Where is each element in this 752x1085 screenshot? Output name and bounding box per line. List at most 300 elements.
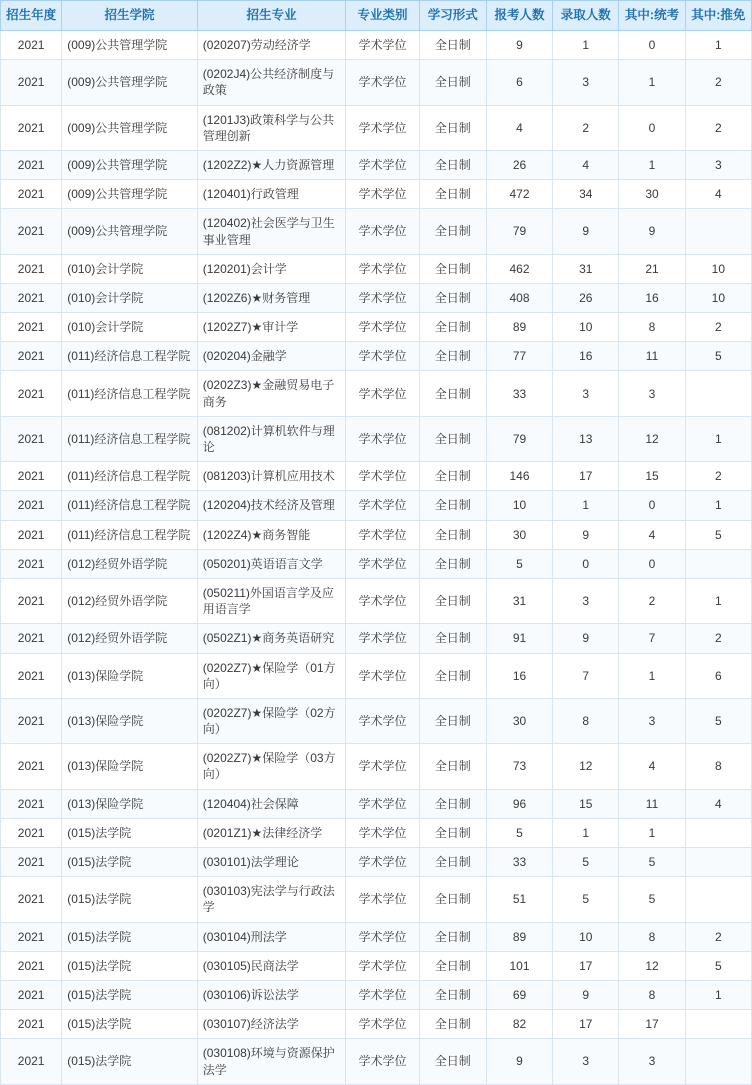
cell-year: 2021 [1,698,62,743]
cell-major: (050201)英语语言文学 [197,549,346,578]
cell-major: (0502Z1)★商务英语研究 [197,624,346,653]
cell-applicants: 31 [486,578,552,623]
cell-year: 2021 [1,491,62,520]
cell-college: (010)会计学院 [62,254,198,283]
table-header [1,1,752,31]
cell-college: (015)法学院 [62,1010,198,1039]
cell-category: 学术学位 [346,416,419,461]
cell-recommended: 10 [685,254,751,283]
cell-year: 2021 [1,744,62,789]
cell-study-form: 全日制 [419,980,486,1009]
cell-major: (0202J4)公共经济制度与政策 [197,60,346,105]
cell-major: (120404)社会保障 [197,789,346,818]
table-row [1,922,752,951]
cell-category: 学术学位 [346,520,419,549]
cell-category: 学术学位 [346,60,419,105]
table-row [1,980,752,1009]
cell-college: (009)公共管理学院 [62,180,198,209]
cell-study-form: 全日制 [419,105,486,150]
cell-category: 学术学位 [346,462,419,491]
table-row [1,254,752,283]
cell-major: (030107)经济法学 [197,1010,346,1039]
column-header-exam-admitted: 其中:统考 [619,1,685,31]
cell-major: (1201J3)政策科学与公共管理创新 [197,105,346,150]
cell-college: (012)经贸外语学院 [62,578,198,623]
cell-recommended: 10 [685,283,751,312]
cell-year: 2021 [1,520,62,549]
cell-study-form: 全日制 [419,653,486,698]
table-row [1,491,752,520]
cell-exam-admitted: 1 [619,150,685,179]
cell-admitted: 10 [553,313,619,342]
table-row [1,789,752,818]
table-row [1,549,752,578]
cell-category: 学术学位 [346,105,419,150]
cell-exam-admitted: 1 [619,60,685,105]
cell-year: 2021 [1,462,62,491]
column-header-category: 专业类别 [346,1,419,31]
cell-major: (081203)计算机应用技术 [197,462,346,491]
cell-admitted: 5 [553,848,619,877]
table-row [1,150,752,179]
cell-applicants: 101 [486,951,552,980]
cell-major: (120402)社会医学与卫生事业管理 [197,209,346,254]
table-row [1,624,752,653]
cell-applicants: 16 [486,653,552,698]
cell-applicants: 89 [486,313,552,342]
table-row [1,342,752,371]
column-header-year: 招生年度 [1,1,62,31]
cell-admitted: 26 [553,283,619,312]
cell-college: (013)保险学院 [62,653,198,698]
table-row [1,31,752,60]
cell-exam-admitted: 0 [619,105,685,150]
cell-year: 2021 [1,624,62,653]
cell-study-form: 全日制 [419,371,486,416]
cell-category: 学术学位 [346,254,419,283]
cell-category: 学术学位 [346,922,419,951]
cell-study-form: 全日制 [419,951,486,980]
cell-study-form: 全日制 [419,60,486,105]
cell-year: 2021 [1,1010,62,1039]
cell-study-form: 全日制 [419,491,486,520]
cell-category: 学术学位 [346,624,419,653]
cell-year: 2021 [1,150,62,179]
cell-admitted: 8 [553,698,619,743]
table-row [1,371,752,416]
cell-recommended: 5 [685,698,751,743]
cell-admitted: 1 [553,818,619,847]
cell-study-form: 全日制 [419,789,486,818]
column-header-admitted: 录取人数 [553,1,619,31]
cell-year: 2021 [1,313,62,342]
table-row [1,462,752,491]
cell-applicants: 4 [486,105,552,150]
cell-college: (011)经济信息工程学院 [62,416,198,461]
cell-category: 学术学位 [346,491,419,520]
cell-applicants: 10 [486,491,552,520]
cell-admitted: 10 [553,922,619,951]
cell-exam-admitted: 7 [619,624,685,653]
cell-category: 学术学位 [346,549,419,578]
cell-year: 2021 [1,549,62,578]
cell-year: 2021 [1,416,62,461]
cell-admitted: 5 [553,877,619,922]
cell-major: (030106)诉讼法学 [197,980,346,1009]
cell-applicants: 79 [486,416,552,461]
table-row [1,848,752,877]
cell-category: 学术学位 [346,1010,419,1039]
column-header-college: 招生学院 [62,1,198,31]
cell-admitted: 7 [553,653,619,698]
cell-category: 学术学位 [346,180,419,209]
cell-admitted: 3 [553,60,619,105]
cell-year: 2021 [1,31,62,60]
cell-study-form: 全日制 [419,624,486,653]
table-header-row [1,1,752,31]
cell-exam-admitted: 5 [619,877,685,922]
cell-college: (011)经济信息工程学院 [62,520,198,549]
cell-applicants: 89 [486,922,552,951]
cell-applicants: 91 [486,624,552,653]
cell-year: 2021 [1,922,62,951]
cell-recommended: 1 [685,491,751,520]
cell-recommended: 1 [685,416,751,461]
cell-major: (1202Z6)★财务管理 [197,283,346,312]
cell-admitted: 16 [553,342,619,371]
cell-applicants: 77 [486,342,552,371]
cell-year: 2021 [1,254,62,283]
cell-year: 2021 [1,578,62,623]
cell-exam-admitted: 4 [619,744,685,789]
table-row [1,1039,752,1084]
cell-year: 2021 [1,209,62,254]
cell-applicants: 33 [486,371,552,416]
cell-exam-admitted: 3 [619,698,685,743]
cell-admitted: 9 [553,520,619,549]
cell-exam-admitted: 12 [619,951,685,980]
cell-college: (009)公共管理学院 [62,105,198,150]
cell-recommended [685,209,751,254]
cell-recommended: 4 [685,789,751,818]
cell-admitted: 13 [553,416,619,461]
cell-study-form: 全日制 [419,698,486,743]
cell-applicants: 6 [486,60,552,105]
cell-college: (015)法学院 [62,1039,198,1084]
cell-recommended: 2 [685,922,751,951]
cell-applicants: 26 [486,150,552,179]
cell-recommended [685,818,751,847]
cell-study-form: 全日制 [419,578,486,623]
cell-college: (012)经贸外语学院 [62,549,198,578]
cell-year: 2021 [1,951,62,980]
cell-college: (011)经济信息工程学院 [62,462,198,491]
cell-college: (015)法学院 [62,848,198,877]
cell-study-form: 全日制 [419,1039,486,1084]
cell-exam-admitted: 8 [619,922,685,951]
cell-major: (050211)外国语言学及应用语言学 [197,578,346,623]
cell-study-form: 全日制 [419,209,486,254]
cell-study-form: 全日制 [419,342,486,371]
cell-major: (120204)技术经济及管理 [197,491,346,520]
cell-admitted: 9 [553,624,619,653]
cell-exam-admitted: 21 [619,254,685,283]
cell-admitted: 17 [553,1010,619,1039]
cell-exam-admitted: 5 [619,848,685,877]
cell-study-form: 全日制 [419,848,486,877]
cell-recommended [685,371,751,416]
table-row [1,877,752,922]
cell-admitted: 1 [553,491,619,520]
cell-college: (013)保险学院 [62,789,198,818]
cell-admitted: 3 [553,1039,619,1084]
cell-college: (012)经贸外语学院 [62,624,198,653]
cell-exam-admitted: 0 [619,491,685,520]
cell-study-form: 全日制 [419,922,486,951]
cell-admitted: 9 [553,980,619,1009]
table-row [1,653,752,698]
cell-category: 学术学位 [346,342,419,371]
column-header-applicants: 报考人数 [486,1,552,31]
cell-study-form: 全日制 [419,520,486,549]
cell-college: (011)经济信息工程学院 [62,491,198,520]
cell-major: (0202Z7)★保险学（01方向） [197,653,346,698]
cell-study-form: 全日制 [419,1010,486,1039]
cell-admitted: 17 [553,951,619,980]
cell-recommended [685,549,751,578]
table-row [1,951,752,980]
table-row [1,416,752,461]
cell-category: 学术学位 [346,653,419,698]
cell-study-form: 全日制 [419,313,486,342]
cell-category: 学术学位 [346,818,419,847]
cell-admitted: 3 [553,371,619,416]
cell-year: 2021 [1,980,62,1009]
cell-major: (120401)行政管理 [197,180,346,209]
cell-recommended: 2 [685,60,751,105]
cell-major: (0202Z7)★保险学（03方向） [197,744,346,789]
cell-college: (009)公共管理学院 [62,150,198,179]
cell-applicants: 33 [486,848,552,877]
cell-year: 2021 [1,877,62,922]
cell-category: 学术学位 [346,980,419,1009]
cell-category: 学术学位 [346,848,419,877]
cell-major: (030108)环境与资源保护法学 [197,1039,346,1084]
table-row [1,313,752,342]
cell-college: (015)法学院 [62,818,198,847]
cell-exam-admitted: 15 [619,462,685,491]
cell-applicants: 408 [486,283,552,312]
cell-college: (011)经济信息工程学院 [62,371,198,416]
cell-major: (081202)计算机软件与理论 [197,416,346,461]
table-row [1,209,752,254]
cell-category: 学术学位 [346,698,419,743]
cell-major: (0201Z1)★法律经济学 [197,818,346,847]
table-row [1,520,752,549]
cell-year: 2021 [1,342,62,371]
table-row [1,698,752,743]
cell-study-form: 全日制 [419,150,486,179]
table-row [1,180,752,209]
cell-college: (013)保险学院 [62,698,198,743]
cell-applicants: 146 [486,462,552,491]
cell-applicants: 30 [486,520,552,549]
cell-year: 2021 [1,789,62,818]
cell-admitted: 9 [553,209,619,254]
cell-major: (030101)法学理论 [197,848,346,877]
cell-college: (009)公共管理学院 [62,209,198,254]
cell-recommended: 8 [685,744,751,789]
cell-admitted: 15 [553,789,619,818]
cell-exam-admitted: 3 [619,371,685,416]
cell-college: (015)法学院 [62,980,198,1009]
cell-category: 学术学位 [346,951,419,980]
cell-category: 学术学位 [346,31,419,60]
cell-exam-admitted: 9 [619,209,685,254]
cell-category: 学术学位 [346,283,419,312]
cell-recommended: 5 [685,520,751,549]
cell-study-form: 全日制 [419,877,486,922]
cell-study-form: 全日制 [419,744,486,789]
cell-recommended: 1 [685,578,751,623]
cell-admitted: 12 [553,744,619,789]
cell-recommended: 1 [685,31,751,60]
cell-category: 学术学位 [346,371,419,416]
cell-year: 2021 [1,105,62,150]
column-header-major: 招生专业 [197,1,346,31]
cell-category: 学术学位 [346,578,419,623]
cell-category: 学术学位 [346,313,419,342]
cell-exam-admitted: 17 [619,1010,685,1039]
cell-major: (030103)宪法学与行政法学 [197,877,346,922]
cell-exam-admitted: 2 [619,578,685,623]
cell-study-form: 全日制 [419,462,486,491]
cell-recommended [685,848,751,877]
cell-recommended: 2 [685,105,751,150]
cell-admitted: 4 [553,150,619,179]
cell-recommended: 3 [685,150,751,179]
cell-recommended [685,877,751,922]
cell-college: (010)会计学院 [62,283,198,312]
table-row [1,818,752,847]
cell-year: 2021 [1,653,62,698]
cell-exam-admitted: 1 [619,818,685,847]
cell-year: 2021 [1,848,62,877]
cell-category: 学术学位 [346,150,419,179]
cell-recommended: 4 [685,180,751,209]
cell-year: 2021 [1,60,62,105]
cell-admitted: 31 [553,254,619,283]
cell-admitted: 1 [553,31,619,60]
cell-exam-admitted: 0 [619,549,685,578]
cell-college: (011)经济信息工程学院 [62,342,198,371]
cell-year: 2021 [1,818,62,847]
cell-applicants: 96 [486,789,552,818]
cell-recommended: 5 [685,951,751,980]
cell-major: (1202Z4)★商务智能 [197,520,346,549]
cell-admitted: 3 [553,578,619,623]
cell-applicants: 73 [486,744,552,789]
cell-exam-admitted: 16 [619,283,685,312]
cell-major: (120201)会计学 [197,254,346,283]
cell-year: 2021 [1,283,62,312]
cell-exam-admitted: 12 [619,416,685,461]
cell-admitted: 2 [553,105,619,150]
cell-exam-admitted: 0 [619,31,685,60]
cell-college: (015)法学院 [62,951,198,980]
cell-study-form: 全日制 [419,283,486,312]
cell-major: (0202Z7)★保险学（02方向） [197,698,346,743]
cell-study-form: 全日制 [419,416,486,461]
cell-college: (015)法学院 [62,922,198,951]
cell-college: (009)公共管理学院 [62,31,198,60]
cell-applicants: 82 [486,1010,552,1039]
table-row [1,60,752,105]
cell-major: (1202Z7)★审计学 [197,313,346,342]
cell-applicants: 69 [486,980,552,1009]
cell-major: (0202Z3)★金融贸易电子商务 [197,371,346,416]
cell-recommended: 2 [685,624,751,653]
cell-applicants: 30 [486,698,552,743]
cell-recommended: 2 [685,462,751,491]
cell-recommended [685,1010,751,1039]
cell-major: (020207)劳动经济学 [197,31,346,60]
cell-admitted: 34 [553,180,619,209]
cell-college: (015)法学院 [62,877,198,922]
table-row [1,283,752,312]
cell-exam-admitted: 4 [619,520,685,549]
cell-admitted: 17 [553,462,619,491]
cell-exam-admitted: 30 [619,180,685,209]
cell-exam-admitted: 8 [619,980,685,1009]
cell-applicants: 5 [486,549,552,578]
cell-major: (030104)刑法学 [197,922,346,951]
cell-applicants: 51 [486,877,552,922]
cell-exam-admitted: 3 [619,1039,685,1084]
cell-college: (010)会计学院 [62,313,198,342]
table-row [1,744,752,789]
cell-applicants: 472 [486,180,552,209]
cell-exam-admitted: 11 [619,342,685,371]
cell-exam-admitted: 1 [619,653,685,698]
cell-study-form: 全日制 [419,818,486,847]
cell-exam-admitted: 8 [619,313,685,342]
cell-major: (030105)民商法学 [197,951,346,980]
cell-applicants: 79 [486,209,552,254]
cell-category: 学术学位 [346,209,419,254]
cell-applicants: 9 [486,1039,552,1084]
cell-category: 学术学位 [346,744,419,789]
table-row [1,1010,752,1039]
column-header-study-form: 学习形式 [419,1,486,31]
cell-applicants: 462 [486,254,552,283]
cell-year: 2021 [1,1039,62,1084]
cell-recommended: 2 [685,313,751,342]
cell-college: (009)公共管理学院 [62,60,198,105]
cell-recommended: 1 [685,980,751,1009]
cell-applicants: 5 [486,818,552,847]
cell-admitted: 0 [553,549,619,578]
cell-year: 2021 [1,371,62,416]
cell-applicants: 9 [486,31,552,60]
cell-study-form: 全日制 [419,254,486,283]
column-header-recommended: 其中:推免 [685,1,751,31]
table-body [1,31,752,1085]
cell-major: (1202Z2)★人力资源管理 [197,150,346,179]
cell-category: 学术学位 [346,1039,419,1084]
cell-recommended: 6 [685,653,751,698]
cell-recommended: 5 [685,342,751,371]
